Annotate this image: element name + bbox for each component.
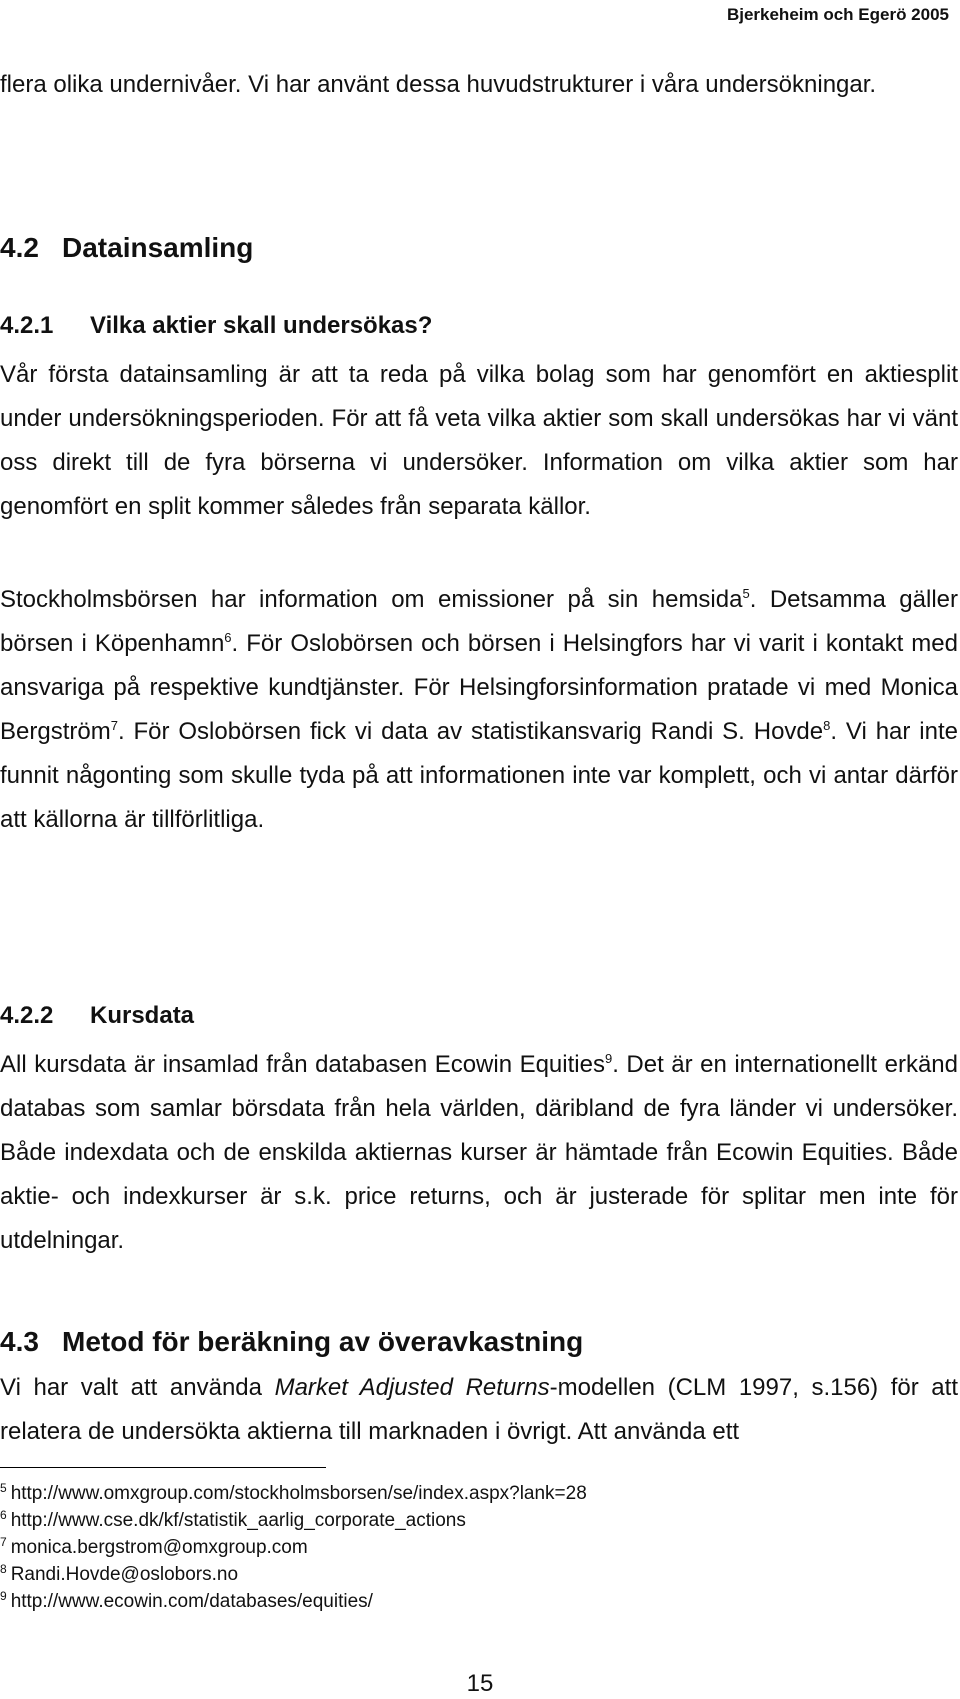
text-run: . För Oslobörsen fick vi data av statistikansvarig Randi S. Hovde xyxy=(117,718,824,745)
text-run: . Det är en internationellt erkänd databas som samlar börsdata från hela världen, däribland de fyra länder vi undersöker. Både indexdata och de enskilda aktiernas kurser är hämtade från Ecowin Equities. Både aktie- och indexkurser är s.k. price returns, och är justerade för splitar men inte för utdelningar. xyxy=(0,1051,958,1254)
footnote-ref-7[interactable]: 7 xyxy=(110,718,118,733)
footnotes xyxy=(0,1480,587,1615)
subsection-number: 4.2.2 xyxy=(0,1002,54,1029)
footnote-6 xyxy=(0,1507,587,1534)
paragraph-kursdata xyxy=(0,1043,958,1263)
section-heading-4-2 xyxy=(0,232,253,264)
section-number: 4.2 xyxy=(0,232,39,263)
footnote-8 xyxy=(0,1561,587,1588)
footnote-ref-8[interactable]: 8 xyxy=(823,718,831,733)
subsection-heading-4-2-1 xyxy=(0,312,432,340)
section-heading-4-3 xyxy=(0,1326,583,1358)
text-run: . Vi har inte funnit någonting som skulle tyda på att informationen inte var komplett, och vi antar därför att källorna är tillförlitliga. xyxy=(0,718,958,833)
subsection-number: 4.2.1 xyxy=(0,312,54,339)
section-title: Datainsamling xyxy=(62,232,254,263)
footnote-separator xyxy=(0,1467,326,1468)
footnote-email[interactable]: Randi.Hovde@oslobors.no xyxy=(10,1564,239,1585)
footnote-number: 8 xyxy=(0,1561,7,1576)
page-number: 15 xyxy=(466,1670,494,1697)
model-name-italic: Market Adjusted Returns xyxy=(274,1374,550,1401)
subsection-heading-4-2-2 xyxy=(0,1002,194,1030)
footnote-ref-5[interactable]: 5 xyxy=(742,586,750,601)
section-number: 4.3 xyxy=(0,1326,39,1357)
footnote-link[interactable]: http://www.cse.dk/kf/statistik_aarlig_corporate_actions xyxy=(10,1510,466,1531)
text-run: . Detsamma gäller börsen i Köpenhamn xyxy=(0,586,958,657)
footnote-number: 7 xyxy=(0,1534,7,1549)
text-run: -modellen (CLM 1997, s.156) för att relatera de undersökta aktierna till marknaden i övrigt. Att använda ett xyxy=(0,1374,958,1445)
footnote-5 xyxy=(0,1480,587,1507)
footnote-number: 6 xyxy=(0,1507,7,1522)
footnote-number: 9 xyxy=(0,1588,7,1603)
subsection-title: Vilka aktier skall undersökas? xyxy=(90,312,433,339)
paragraph-method xyxy=(0,1366,958,1454)
footnote-7 xyxy=(0,1534,587,1561)
running-header: Bjerkeheim och Egerö 2005 xyxy=(726,5,949,24)
section-title: Metod för beräkning av överavkastning xyxy=(62,1326,584,1357)
subsection-title: Kursdata xyxy=(90,1002,195,1029)
footnote-9 xyxy=(0,1588,587,1615)
footnote-ref-6[interactable]: 6 xyxy=(224,630,232,645)
intro-paragraph: flera olika undernivåer. Vi har använt dessa huvudstrukturer i våra undersökningar. xyxy=(0,71,877,98)
paragraph-sources xyxy=(0,578,958,842)
text-run: . För Oslobörsen och börsen i Helsingfors har vi varit i kontakt med ansvariga på respektive kundtjänster. För Helsingforsinformation pratade vi med Monica Bergström xyxy=(0,630,958,745)
footnote-link[interactable]: http://www.ecowin.com/databases/equities/ xyxy=(10,1591,373,1612)
text-run: Vi har valt att använda xyxy=(0,1374,275,1401)
text-run: Stockholmsbörsen har information om emissioner på sin hemsida xyxy=(0,586,743,613)
footnote-email[interactable]: monica.bergstrom@omxgroup.com xyxy=(10,1537,308,1558)
text-run: All kursdata är insamlad från databasen Ecowin Equities xyxy=(0,1051,605,1078)
paragraph-datainsamling: Vår första datainsamling är att ta reda på vilka bolag som har genomfört en aktiesplit under undersökningsperioden. För att få veta vilka aktier som skall undersökas har vi vänt oss direkt till de fyra börserna vi undersöker. Information om vilka aktier som har genomfört en split kommer således från separata källor. xyxy=(0,361,958,520)
footnote-link[interactable]: http://www.omxgroup.com/stockholmsborsen/se/index.aspx?lank=28 xyxy=(10,1483,587,1504)
footnote-number: 5 xyxy=(0,1480,7,1495)
footnote-ref-9[interactable]: 9 xyxy=(604,1051,613,1066)
